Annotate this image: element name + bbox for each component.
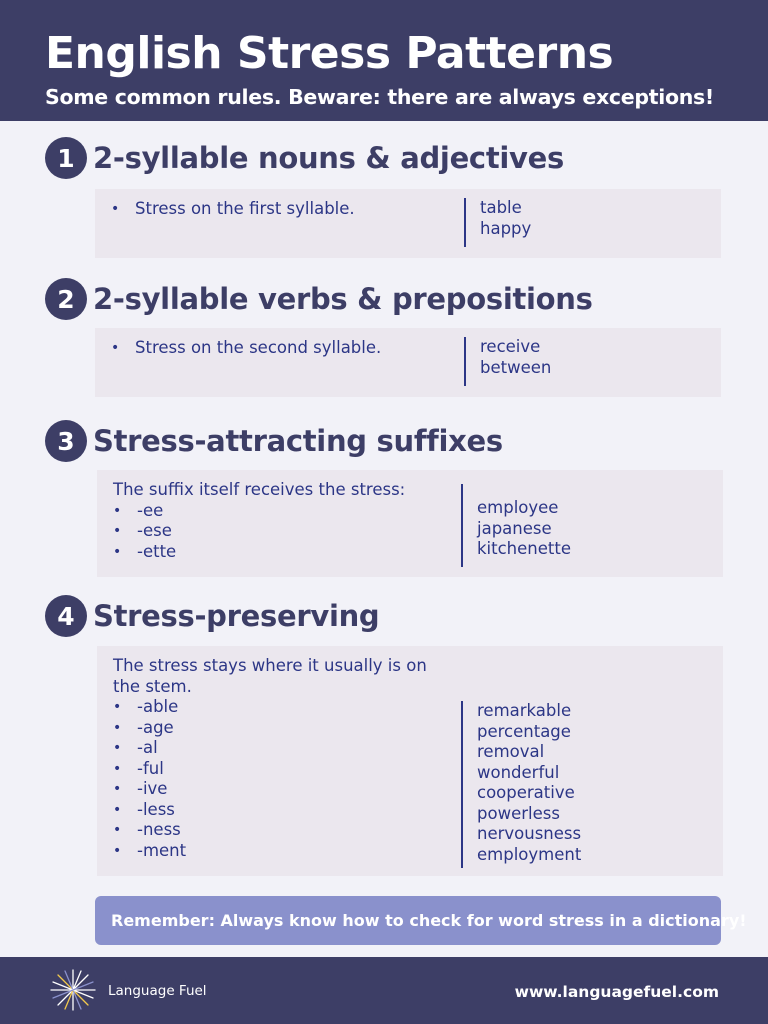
list-item: • -ment bbox=[113, 840, 187, 860]
example-word: happy bbox=[480, 218, 532, 238]
example-words bbox=[461, 701, 581, 868]
example-word: powerless bbox=[477, 803, 560, 823]
rule-description bbox=[111, 199, 355, 220]
page-footer bbox=[0, 957, 768, 1024]
rule-box-3 bbox=[97, 470, 723, 577]
remember-banner: Remember: Always know how to check for word stress in a dictionary! bbox=[95, 896, 721, 945]
section-title: Stress-preserving bbox=[93, 599, 380, 633]
rule-box-4 bbox=[97, 646, 723, 876]
page-subtitle: Some common rules. Beware: there are always exceptions! bbox=[45, 85, 714, 109]
section-number-badge: 3 bbox=[45, 420, 87, 462]
example-word: cooperative bbox=[477, 783, 575, 802]
example-word: employee bbox=[477, 498, 559, 517]
list-item: • -ese bbox=[113, 521, 172, 540]
example-word: nervousness bbox=[477, 824, 582, 843]
example-word: between bbox=[480, 357, 552, 377]
list-item: • -ive bbox=[113, 779, 168, 798]
page-header bbox=[0, 0, 768, 121]
section-title: Stress-attracting suffixes bbox=[93, 424, 503, 458]
rule-intro: the stem. bbox=[113, 676, 192, 696]
list-item: • Stress on the second syllable. bbox=[111, 338, 382, 357]
list-item: • -ful bbox=[113, 758, 164, 778]
section-number-badge: 1 bbox=[45, 137, 87, 179]
footer-brand: Language Fuel bbox=[108, 983, 207, 999]
section-title: 2-syllable nouns & adjectives bbox=[93, 141, 564, 175]
rule-box-2 bbox=[95, 328, 721, 397]
section-1-heading bbox=[45, 138, 564, 178]
page-title: English Stress Patterns bbox=[45, 28, 614, 79]
section-4-heading bbox=[45, 596, 379, 636]
example-words bbox=[464, 198, 531, 247]
example-word: employment bbox=[477, 844, 582, 864]
list-item: • -age bbox=[113, 717, 174, 737]
example-word: wonderful bbox=[477, 762, 560, 782]
section-2-heading bbox=[45, 279, 593, 319]
example-word: kitchenette bbox=[477, 539, 571, 558]
rule-description bbox=[111, 338, 381, 359]
list-item: • -ee bbox=[113, 500, 164, 520]
rule-box-1 bbox=[95, 189, 721, 258]
section-number-badge: 2 bbox=[45, 278, 87, 320]
example-words bbox=[464, 337, 551, 386]
example-word: removal bbox=[477, 742, 545, 761]
section-title: 2-syllable verbs & prepositions bbox=[93, 282, 593, 316]
rule-intro: The suffix itself receives the stress: bbox=[113, 480, 406, 499]
rule-description bbox=[113, 480, 405, 562]
example-word: percentage bbox=[477, 721, 571, 741]
list-item: • Stress on the first syllable. bbox=[111, 199, 355, 218]
starburst-logo-icon bbox=[46, 967, 100, 1013]
section-3-heading bbox=[45, 421, 503, 461]
example-word: remarkable bbox=[477, 701, 572, 720]
rule-intro: The stress stays where it usually is on bbox=[113, 656, 427, 675]
footer-url[interactable]: www.languagefuel.com bbox=[514, 983, 719, 1001]
list-item: • -less bbox=[113, 799, 175, 819]
example-words bbox=[461, 484, 571, 567]
rule-description bbox=[113, 656, 427, 861]
list-item: • -ness bbox=[113, 820, 181, 839]
list-item: • -ette bbox=[113, 541, 177, 561]
list-item: • -able bbox=[113, 697, 179, 716]
example-word: table bbox=[480, 198, 522, 217]
section-number-badge: 4 bbox=[45, 595, 87, 637]
example-word: receive bbox=[480, 337, 541, 356]
example-word: japanese bbox=[477, 518, 552, 538]
list-item: • -al bbox=[113, 738, 158, 757]
